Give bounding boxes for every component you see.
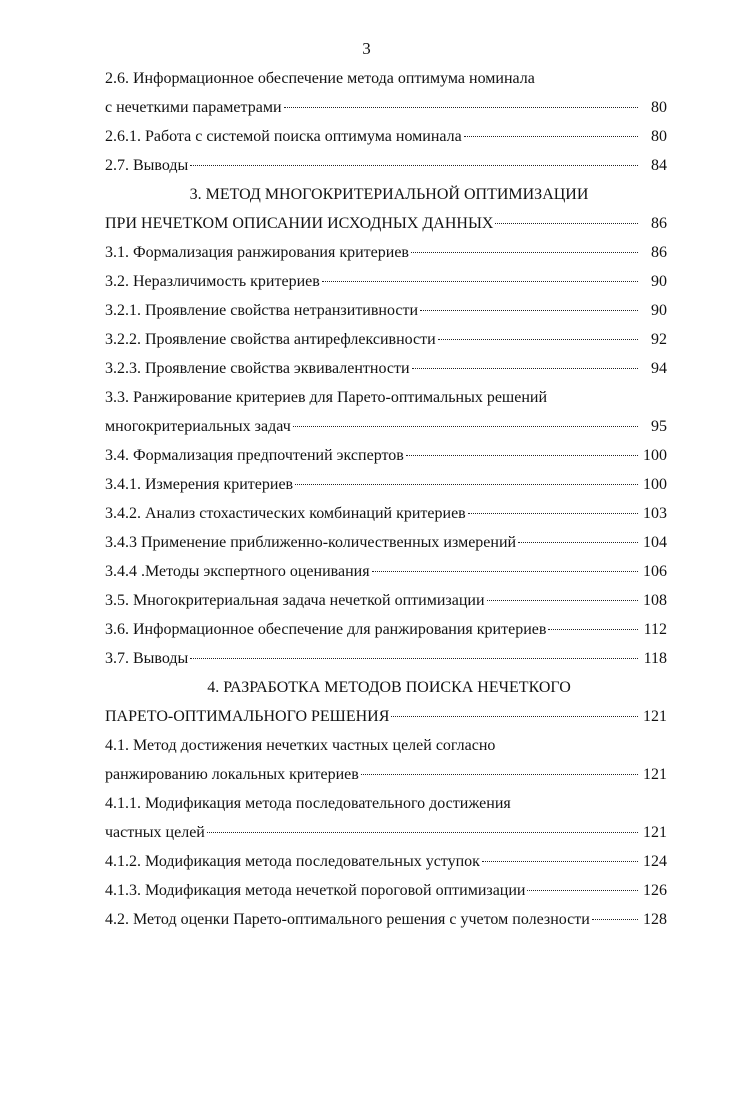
toc-entry-page: 104 bbox=[643, 534, 667, 551]
dot-leader bbox=[293, 426, 638, 427]
toc-entry bbox=[105, 238, 667, 267]
toc-entry-title: 2.6. Информационное обеспечение метода оптимума номинала bbox=[105, 70, 535, 87]
dot-leader bbox=[495, 223, 638, 224]
dot-leader bbox=[412, 368, 638, 369]
toc-entry-title: 4.1.3. Модификация метода нечеткой пороговой оптимизации bbox=[105, 882, 526, 899]
toc-entry-title: 3.4. Формализация предпочтений экспертов bbox=[105, 447, 404, 464]
dot-leader bbox=[411, 252, 638, 253]
toc-entry bbox=[105, 151, 667, 180]
toc-entry bbox=[105, 557, 667, 586]
dot-leader bbox=[438, 339, 638, 340]
toc-entry-page: 103 bbox=[643, 505, 667, 522]
toc-entry-page: 126 bbox=[643, 882, 667, 899]
toc-entry-page: 121 bbox=[643, 766, 667, 783]
toc-entry-title: 3.2.3. Проявление свойства эквивалентности bbox=[105, 360, 410, 377]
dot-leader bbox=[527, 890, 638, 891]
toc-entry-page: 108 bbox=[643, 592, 667, 609]
toc-entry bbox=[105, 702, 667, 731]
toc-entry-page: 100 bbox=[643, 476, 667, 493]
toc-entry-page: 86 bbox=[651, 215, 667, 232]
toc-entry-title: 3.5. Многокритериальная задача нечеткой оптимизации bbox=[105, 592, 485, 609]
dot-leader bbox=[464, 136, 638, 137]
toc-entry bbox=[105, 441, 667, 470]
toc-entry-title: многокритериальных задач bbox=[105, 418, 291, 435]
toc-entry-title: 3.2.1. Проявление свойства нетранзитивности bbox=[105, 302, 419, 319]
toc-entry bbox=[105, 644, 667, 673]
toc-entry-title: 2.7. Выводы bbox=[105, 157, 189, 174]
dot-leader bbox=[391, 716, 638, 717]
page-number: 3 bbox=[362, 39, 371, 58]
toc-entry-title: 2.6.1. Работа с системой поиска оптимума номинала bbox=[105, 128, 462, 145]
toc-entry bbox=[105, 354, 667, 383]
dot-leader bbox=[592, 919, 638, 920]
toc-chapter-heading bbox=[105, 673, 667, 702]
toc-entry-page: 128 bbox=[643, 911, 667, 928]
dot-leader bbox=[322, 281, 638, 282]
dot-leader bbox=[284, 107, 639, 108]
toc-entry bbox=[105, 383, 667, 412]
toc-entry bbox=[105, 876, 667, 905]
dot-leader bbox=[468, 513, 638, 514]
toc-entry-page: 124 bbox=[643, 853, 667, 870]
toc-entry bbox=[105, 847, 667, 876]
toc-entry bbox=[105, 499, 667, 528]
table-of-contents bbox=[105, 64, 667, 934]
dot-leader bbox=[207, 832, 638, 833]
toc-entry-title: 3. МЕТОД МНОГОКРИТЕРИАЛЬНОЙ ОПТИМИЗАЦИИ bbox=[189, 186, 589, 203]
toc-entry-page: 106 bbox=[643, 563, 667, 580]
dot-leader bbox=[406, 455, 638, 456]
toc-entry bbox=[105, 615, 667, 644]
toc-entry-title: частных целей bbox=[105, 824, 205, 841]
toc-entry-title: 3.4.2. Анализ стохастических комбинаций критериев bbox=[105, 505, 466, 522]
toc-entry-page: 92 bbox=[651, 331, 667, 348]
toc-entry bbox=[105, 818, 667, 847]
toc-entry bbox=[105, 412, 667, 441]
dot-leader bbox=[190, 165, 638, 166]
toc-entry-title: 3.2.2. Проявление свойства антирефлексивности bbox=[105, 331, 436, 348]
toc-entry-title: 3.4.1. Измерения критериев bbox=[105, 476, 294, 493]
dot-leader bbox=[361, 774, 638, 775]
toc-entry-title: ранжированию локальных критериев bbox=[105, 766, 359, 783]
toc-entry-page: 112 bbox=[643, 621, 667, 638]
toc-entry-page: 95 bbox=[651, 418, 667, 435]
toc-entry-title: 3.1. Формализация ранжирования критериев bbox=[105, 244, 409, 261]
toc-entry-page: 90 bbox=[651, 302, 667, 319]
dot-leader bbox=[372, 571, 638, 572]
toc-entry-page: 121 bbox=[643, 708, 667, 725]
toc-entry-title: 3.6. Информационное обеспечение для ранжирования критериев bbox=[105, 621, 547, 638]
toc-entry bbox=[105, 760, 667, 789]
toc-entry-page: 100 bbox=[643, 447, 667, 464]
toc-entry bbox=[105, 586, 667, 615]
toc-entry-page: 84 bbox=[651, 157, 667, 174]
dot-leader bbox=[518, 542, 638, 543]
toc-entry-page: 80 bbox=[651, 99, 667, 116]
dot-leader bbox=[548, 629, 638, 630]
toc-entry bbox=[105, 93, 667, 122]
dot-leader bbox=[190, 658, 638, 659]
toc-entry-title: 4.1.2. Модификация метода последовательных уступок bbox=[105, 853, 480, 870]
dot-leader bbox=[482, 861, 638, 862]
dot-leader bbox=[420, 310, 638, 311]
toc-entry-title: 3.4.4 .Методы экспертного оценивания bbox=[105, 563, 370, 580]
toc-chapter-heading bbox=[105, 180, 667, 209]
toc-entry-title: 3.7. Выводы bbox=[105, 650, 189, 667]
toc-entry-page: 90 bbox=[651, 273, 667, 290]
dot-leader bbox=[487, 600, 638, 601]
toc-entry bbox=[105, 528, 667, 557]
toc-entry bbox=[105, 905, 667, 934]
toc-entry bbox=[105, 209, 667, 238]
dot-leader bbox=[295, 484, 638, 485]
toc-entry bbox=[105, 470, 667, 499]
toc-entry bbox=[105, 122, 667, 151]
toc-entry-page: 86 bbox=[651, 244, 667, 261]
toc-entry-title: 4.1. Метод достижения нечетких частных целей согласно bbox=[105, 737, 496, 754]
toc-entry-title: 3.4.3 Применение приближенно-количественных измерений bbox=[105, 534, 517, 551]
toc-entry-title: 3.3. Ранжирование критериев для Парето-оптимальных решений bbox=[105, 389, 548, 406]
toc-entry-title: с нечеткими параметрами bbox=[105, 99, 282, 116]
toc-entry bbox=[105, 267, 667, 296]
toc-entry bbox=[105, 296, 667, 325]
toc-entry bbox=[105, 64, 667, 93]
toc-entry-title: 4. РАЗРАБОТКА МЕТОДОВ ПОИСКА НЕЧЕТКОГО bbox=[207, 679, 571, 696]
toc-entry bbox=[105, 325, 667, 354]
toc-entry-title: ПАРЕТО-ОПТИМАЛЬНОГО РЕШЕНИЯ bbox=[105, 708, 390, 725]
toc-entry-title: 4.2. Метод оценки Парето-оптимального решения с учетом полезности bbox=[105, 911, 590, 928]
toc-entry bbox=[105, 731, 667, 760]
toc-entry-page: 121 bbox=[643, 824, 667, 841]
toc-entry-title: ПРИ НЕЧЕТКОМ ОПИСАНИИ ИСХОДНЫХ ДАННЫХ bbox=[105, 215, 494, 232]
toc-entry-page: 118 bbox=[643, 650, 667, 667]
toc-entry-page: 94 bbox=[651, 360, 667, 377]
toc-entry bbox=[105, 789, 667, 818]
toc-entry-title: 4.1.1. Модификация метода последовательного достижения bbox=[105, 795, 511, 812]
toc-entry-page: 80 bbox=[651, 128, 667, 145]
toc-entry-title: 3.2. Неразличимость критериев bbox=[105, 273, 320, 290]
